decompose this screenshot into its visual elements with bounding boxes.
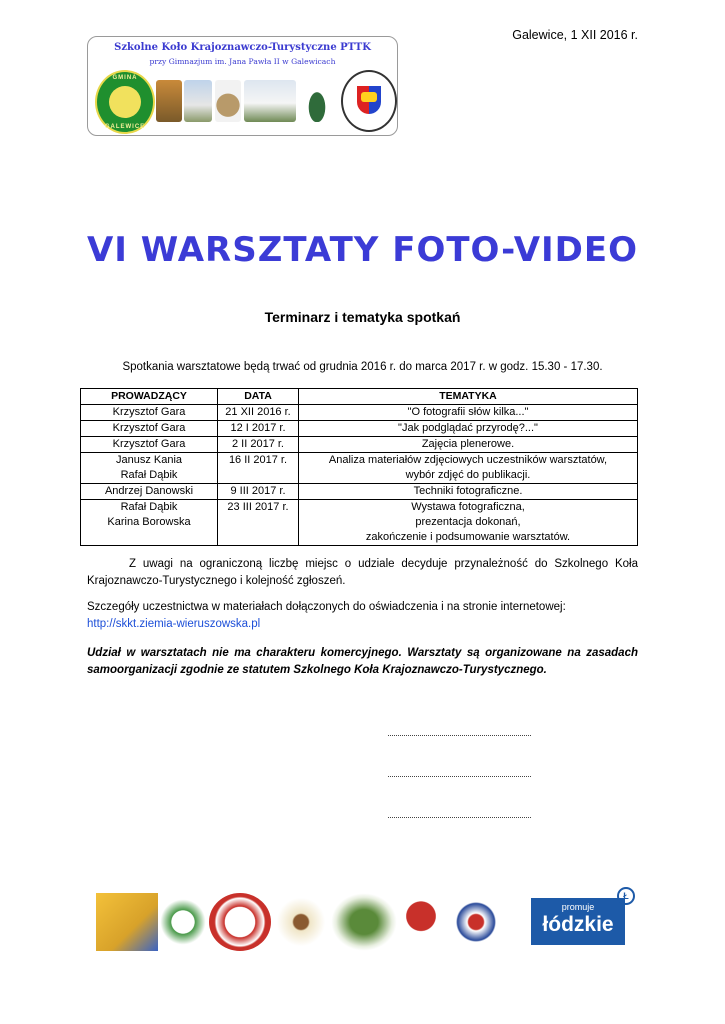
topic-line: prezentacja dokonań, — [415, 516, 521, 528]
column-header-lead: PROWADZĄCY — [81, 389, 218, 405]
date-cell: 23 III 2017 r. — [218, 500, 299, 546]
table-header-row — [81, 389, 638, 405]
signature-line — [388, 734, 531, 736]
header-banner — [87, 36, 398, 136]
topic-cell — [299, 437, 638, 453]
table-row — [81, 500, 638, 546]
gmina-logo-bottom-text: GALEWICE — [104, 124, 146, 130]
topic-line: "Jak podglądać przyrodę?..." — [398, 422, 538, 434]
table-row — [81, 421, 638, 437]
skkt-pttk-emblem — [341, 70, 397, 132]
details-text: Szczegóły uczestnictwa w materiałach dołączonych do oświadczenia i na stronie internetowej: — [87, 601, 566, 613]
pttk-badge-logo — [159, 893, 207, 951]
column-header-topic: TEMATYKA — [299, 389, 638, 405]
topic-cell — [299, 484, 638, 500]
topic-cell — [299, 405, 638, 421]
topic-line: Zajęcia plenerowe. — [421, 438, 515, 450]
autumn-trees-photo — [156, 80, 182, 122]
lead-name: Karina Borowska — [107, 516, 191, 528]
topic-line: wybór zdjęć do publikacji. — [405, 469, 531, 481]
lead-cell — [81, 453, 218, 484]
date-cell: 9 III 2017 r. — [218, 484, 299, 500]
promuje-lodzkie-logo — [531, 898, 625, 945]
lead-name: Rafał Dąbik — [120, 469, 178, 481]
topic-line: Wystawa fotograficzna, — [411, 501, 525, 513]
church-photo — [184, 80, 212, 122]
lead-cell — [81, 484, 218, 500]
lead-cell — [81, 437, 218, 453]
signature-line — [388, 816, 531, 818]
lead-name: Janusz Kania — [115, 454, 183, 466]
promo-big-text: łódzkie — [542, 913, 614, 936]
gmina-logo-top-text: GMINA — [112, 75, 138, 81]
date-cell: 2 II 2017 r. — [218, 437, 299, 453]
banner-subtitle: przy Gimnazjum im. Jana Pawła II w Galewicach — [149, 57, 336, 66]
commune-crest-logo — [453, 893, 499, 951]
footer-sponsors — [93, 893, 633, 953]
table-row — [81, 405, 638, 421]
green-vase-photo — [302, 80, 332, 122]
lead-name: Krzysztof Gara — [112, 422, 186, 434]
banner-title: Szkolne Koło Krajoznawczo-Turystyczne PTTK — [114, 42, 371, 53]
topic-line: Techniki fotograficzne. — [413, 485, 523, 497]
pottery-vase-photo — [215, 80, 241, 122]
lead-cell — [81, 405, 218, 421]
lead-name: Rafał Dąbik — [120, 501, 178, 513]
graduation-cap-icon — [361, 92, 377, 102]
lodzkie-coin-icon: Ł — [617, 887, 635, 905]
leaf-photo-logo — [331, 893, 397, 951]
page-title: VI WARSZTATY FOTO-VIDEO — [86, 230, 639, 270]
signature-line — [388, 775, 531, 777]
region-map-logo — [96, 893, 158, 951]
sladami-wrzesnia-logo — [399, 893, 443, 951]
table-row — [81, 453, 638, 484]
schedule-table — [80, 388, 638, 546]
gmina-galewice-logo — [95, 70, 155, 134]
column-header-date: DATA — [218, 389, 299, 405]
date-cell: 21 XII 2016 r. — [218, 405, 299, 421]
website-link[interactable]: http://skkt.ziemia-wieruszowska.pl — [87, 618, 261, 630]
intro-text: Spotkania warsztatowe będą trwać od grudnia 2016 r. do marca 2017 r. w godz. 15.30 - 17.30. — [122, 361, 603, 373]
nature-society-seal-logo — [209, 893, 271, 951]
date-cell: 12 I 2017 r. — [218, 421, 299, 437]
tree-emblem-icon — [109, 86, 141, 118]
promo-small-text: promuje — [561, 902, 595, 912]
non-commercial-note: Udział w warsztatach nie ma charakteru komercyjnego. Warsztaty są organizowane na zasadach samoorganizacji zgodnie ze statutem Szkolnego Koła Krajoznawczo-Turystycznego. — [87, 647, 638, 676]
document-date: Galewice, 1 XII 2016 r. — [512, 28, 638, 42]
enrollment-paragraph: Z uwagi na ograniczoną liczbę miejsc o udziale decyduje przynależność do Szkolnego Koła Krajoznawczo-Turystycznego i kolejność zgłoszeń. — [87, 558, 638, 587]
lead-cell — [81, 421, 218, 437]
lead-name: Krzysztof Gara — [112, 406, 186, 418]
schedule-subtitle: Terminarz i tematyka spotkań — [264, 309, 461, 325]
topic-cell — [299, 421, 638, 437]
lead-name: Andrzej Danowski — [104, 485, 194, 497]
topic-cell — [299, 453, 638, 484]
cross-monument-logo — [273, 893, 329, 951]
table-row — [81, 437, 638, 453]
topic-line: "O fotografii słów kilka..." — [407, 406, 529, 418]
details-paragraph — [87, 599, 638, 633]
lead-cell — [81, 500, 218, 546]
manor-house-photo — [244, 80, 296, 122]
date-cell: 16 II 2017 r. — [218, 453, 299, 484]
table-row — [81, 484, 638, 500]
topic-cell — [299, 500, 638, 546]
topic-line: Analiza materiałów zdjęciowych uczestników warsztatów, — [328, 454, 608, 466]
topic-line: zakończenie i podsumowanie warsztatów. — [365, 531, 571, 543]
lead-name: Krzysztof Gara — [112, 438, 186, 450]
